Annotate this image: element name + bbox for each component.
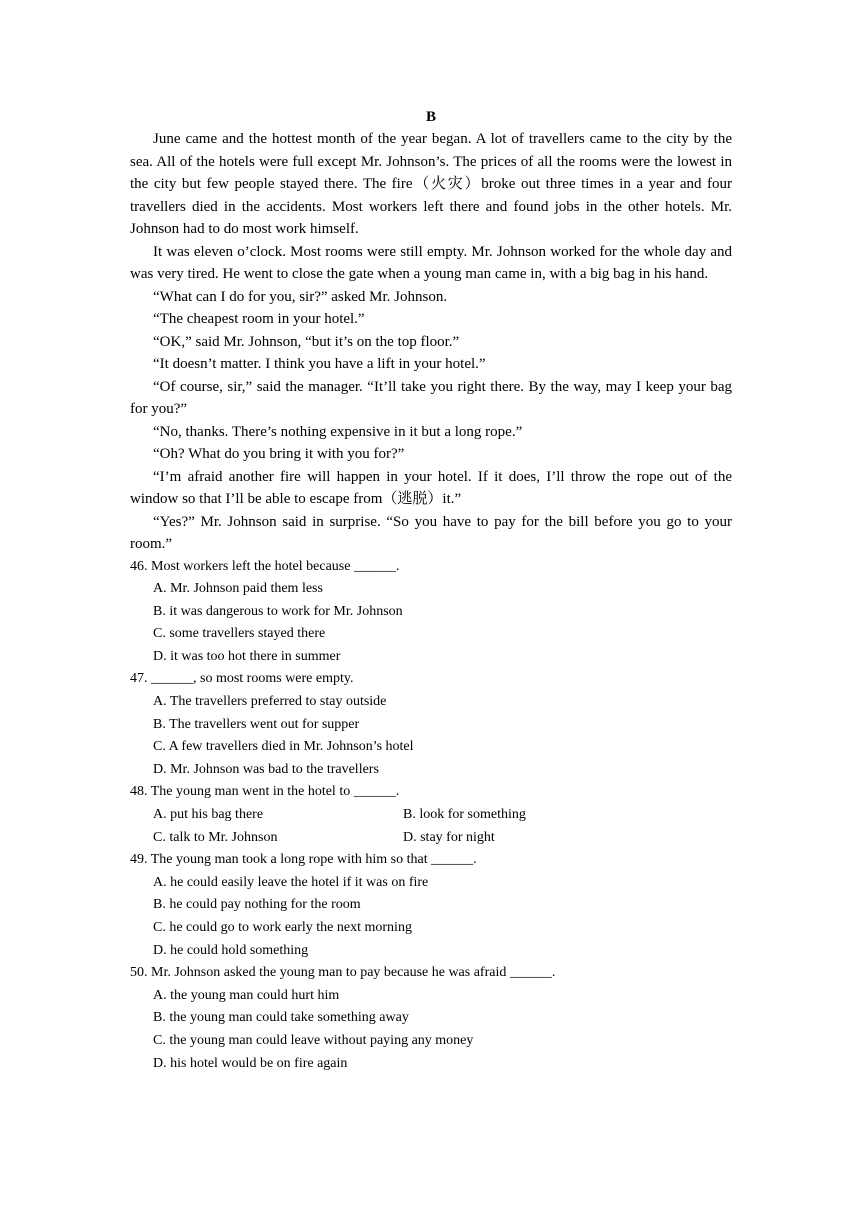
document-page: [130, 106, 732, 1075]
question-option: C. he could go to work early the next morning: [153, 920, 412, 935]
question-stem: 46. Most workers left the hotel because ______.: [130, 558, 400, 574]
question-46: [130, 556, 732, 669]
question-option: B. the young man could take something away: [153, 1010, 409, 1026]
question-option: A. he could easily leave the hotel if it was on fire: [153, 874, 429, 890]
passage-paragraph: “The cheapest room in your hotel.”: [153, 311, 365, 327]
passage-paragraph: It was eleven o’clock. Most rooms were still empty. Mr. Johnson worked for the whole day and was very tired. He went to close the gate when a young man came in, with a big bag in his hand.: [130, 243, 732, 282]
question-option: D. stay for night: [403, 829, 495, 845]
passage-paragraph: “OK,” said Mr. Johnson, “but it’s on the top floor.”: [153, 333, 460, 350]
question-option: A. The travellers preferred to stay outside: [153, 694, 387, 710]
question-option: A. the young man could hurt him: [153, 987, 340, 1003]
question-48: [130, 781, 732, 849]
passage-paragraph: “I’m afraid another fire will happen in your hotel. If it does, I’ll throw the rope out of the window so that I’ll be able to escape from（逃脱）it.”: [130, 468, 732, 507]
reading-passage: [130, 128, 732, 556]
passage-paragraph: “Of course, sir,” said the manager. “It’ll take you right there. By the way, may I keep your bag for you?”: [130, 378, 732, 417]
question-option: B. The travellers went out for supper: [153, 716, 360, 732]
question-49: [130, 849, 732, 962]
option-row: [153, 827, 732, 850]
question-stem: 48. The young man went in the hotel to ______.: [130, 784, 400, 800]
question-option: D. he could hold something: [153, 942, 309, 958]
passage-paragraph: “No, thanks. There’s nothing expensive in it but a long rope.”: [153, 423, 523, 440]
passage-paragraph: “Oh? What do you bring it with you for?”: [153, 446, 405, 462]
question-option: C. some travellers stayed there: [153, 626, 326, 642]
passage-paragraph: “Yes?” Mr. Johnson said in surprise. “So you have to pay for the bill before you go to your room.”: [130, 513, 732, 552]
question-option: A. Mr. Johnson paid them less: [153, 581, 323, 597]
question-option: B. it was dangerous to work for Mr. Johnson: [153, 603, 403, 619]
question-50: [130, 962, 732, 1075]
question-stem: 50. Mr. Johnson asked the young man to pay because he was afraid ______.: [130, 965, 556, 981]
question-option: B. look for something: [403, 807, 526, 823]
question-option: D. his hotel would be on fire again: [153, 1055, 348, 1071]
question-option: A. put his bag there: [153, 807, 264, 823]
question-47: [130, 668, 732, 781]
option-row: [153, 804, 732, 827]
question-option: D. Mr. Johnson was bad to the travellers: [153, 761, 379, 777]
passage-paragraph: “It doesn’t matter. I think you have a lift in your hotel.”: [153, 356, 486, 372]
question-option: C. A few travellers died in Mr. Johnson’s hotel: [153, 739, 414, 755]
question-option: D. it was too hot there in summer: [153, 648, 341, 664]
question-option: C. talk to Mr. Johnson: [153, 829, 278, 845]
question-stem: 49. The young man took a long rope with him so that ______.: [130, 852, 477, 868]
passage-paragraph: June came and the hottest month of the year began. A lot of travellers came to the city by the sea. All of the hotels were full except Mr. Johnson’s. The prices of all the rooms were the lowest in the city but few people stayed there. The fire（火灾）broke out three times in a year and four travellers died in the accidents. Most workers left there and found jobs in the other hotels. Mr. Johnson had to do most work himself.: [130, 131, 732, 237]
question-option: C. the young man could leave without paying any money: [153, 1032, 474, 1048]
question-stem: 47. ______, so most rooms were empty.: [130, 671, 354, 687]
passage-paragraph: “What can I do for you, sir?” asked Mr. Johnson.: [153, 288, 448, 305]
question-option: B. he could pay nothing for the room: [153, 897, 361, 913]
section-title: B: [425, 109, 436, 125]
